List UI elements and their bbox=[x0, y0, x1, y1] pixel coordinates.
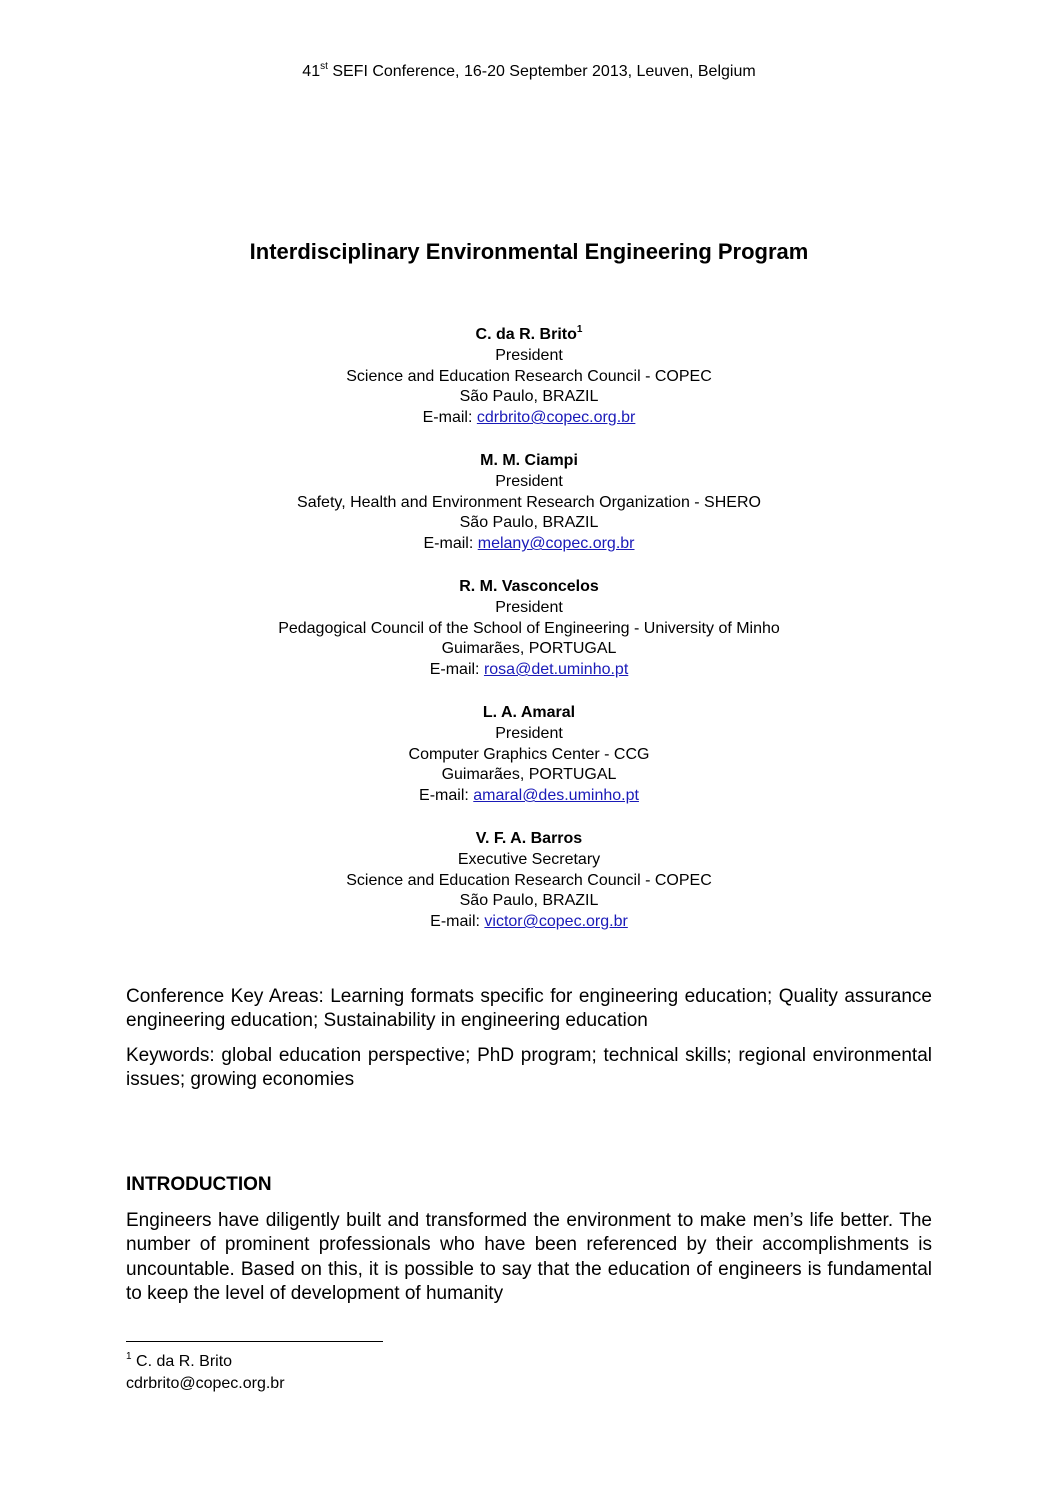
email-label: E-mail: bbox=[419, 787, 474, 805]
author-name: L. A. Amaral bbox=[482, 703, 576, 721]
author-role: President bbox=[495, 724, 563, 742]
email-label: E-mail: bbox=[429, 661, 484, 679]
author-organization: Safety, Health and Environment Research Organization - SHERO bbox=[297, 493, 761, 511]
author-role: Executive Secretary bbox=[457, 850, 601, 868]
author-email-line bbox=[0, 912, 1058, 933]
author-block bbox=[0, 703, 1058, 807]
author-location: São Paulo, BRAZIL bbox=[459, 892, 599, 910]
author-role: President bbox=[495, 472, 563, 490]
footnote bbox=[126, 1351, 285, 1395]
conference-key-areas: Conference Key Areas: Learning formats specific for engineering education; Quality assurance engineering education; Sustainability in engineering education bbox=[126, 986, 932, 1032]
running-header bbox=[0, 62, 1058, 82]
author-organization: Pedagogical Council of the School of Engineering - University of Minho bbox=[278, 619, 780, 637]
footnote-email: cdrbrito@copec.org.br bbox=[126, 1375, 285, 1392]
author-list bbox=[0, 325, 1058, 955]
author-role: President bbox=[495, 598, 563, 616]
author-role: President bbox=[495, 346, 563, 364]
author-organization: Computer Graphics Center - CCG bbox=[408, 745, 650, 763]
author-name: C. da R. Brito$^1$ bbox=[475, 324, 583, 343]
email-label: E-mail: bbox=[430, 913, 485, 931]
author-location: São Paulo, BRAZIL bbox=[459, 514, 599, 532]
paper-title: Interdisciplinary Environmental Engineering Program bbox=[249, 239, 809, 264]
author-block bbox=[0, 325, 1058, 429]
keywords: Keywords: global education perspective; PhD program; technical skills; regional environmental issues; growing economies bbox=[126, 1045, 932, 1091]
ordinal-suffix: st bbox=[320, 61, 328, 72]
author-name: V. F. A. Barros bbox=[475, 829, 583, 847]
conference-header-text: SEFI Conference, 16-20 September 2013, Leuven, Belgium bbox=[327, 63, 756, 80]
footnote-divider bbox=[126, 1341, 383, 1342]
author-location: Guimarães, PORTUGAL bbox=[441, 640, 617, 658]
author-email-line bbox=[0, 786, 1058, 807]
email-link[interactable]: amaral@des.uminho.pt bbox=[473, 787, 639, 805]
author-name: R. M. Vasconcelos bbox=[459, 577, 599, 595]
footnote-author-line bbox=[126, 1351, 285, 1373]
author-block bbox=[0, 829, 1058, 933]
author-block bbox=[0, 577, 1058, 681]
author-organization: Science and Education Research Council - COPEC bbox=[346, 367, 712, 385]
email-label: E-mail: bbox=[422, 409, 477, 427]
author-email-line bbox=[0, 660, 1058, 681]
author-email-line bbox=[0, 408, 1058, 429]
email-link[interactable]: victor@copec.org.br bbox=[484, 913, 628, 931]
author-organization: Science and Education Research Council - COPEC bbox=[346, 871, 712, 889]
introduction-paragraph: Engineers have diligently built and transformed the environment to make men’s life better. The number of prominent professionals who have been referenced by their accomplishments is uncountable. Based on this, it is possible to say that the education of engineers is fundamental to keep the level of development of humanity bbox=[126, 1210, 932, 1304]
email-link[interactable]: cdrbrito@copec.org.br bbox=[476, 409, 636, 427]
footnote-number: 1 bbox=[126, 1351, 132, 1362]
email-link[interactable]: rosa@det.uminho.pt bbox=[483, 661, 629, 679]
footnote-mark: 1 bbox=[576, 324, 583, 335]
section-heading-introduction: INTRODUCTION bbox=[126, 1174, 272, 1195]
email-link[interactable]: melany@copec.org.br bbox=[477, 535, 635, 553]
author-location: São Paulo, BRAZIL bbox=[459, 388, 599, 406]
author-block bbox=[0, 451, 1058, 555]
author-name: M. M. Ciampi bbox=[480, 451, 578, 469]
conference-ordinal: 41 bbox=[302, 63, 321, 80]
author-email-line bbox=[0, 534, 1058, 555]
footnote-author: C. da R. Brito bbox=[131, 1353, 233, 1370]
author-location: Guimarães, PORTUGAL bbox=[441, 766, 617, 784]
email-label: E-mail: bbox=[423, 535, 478, 553]
